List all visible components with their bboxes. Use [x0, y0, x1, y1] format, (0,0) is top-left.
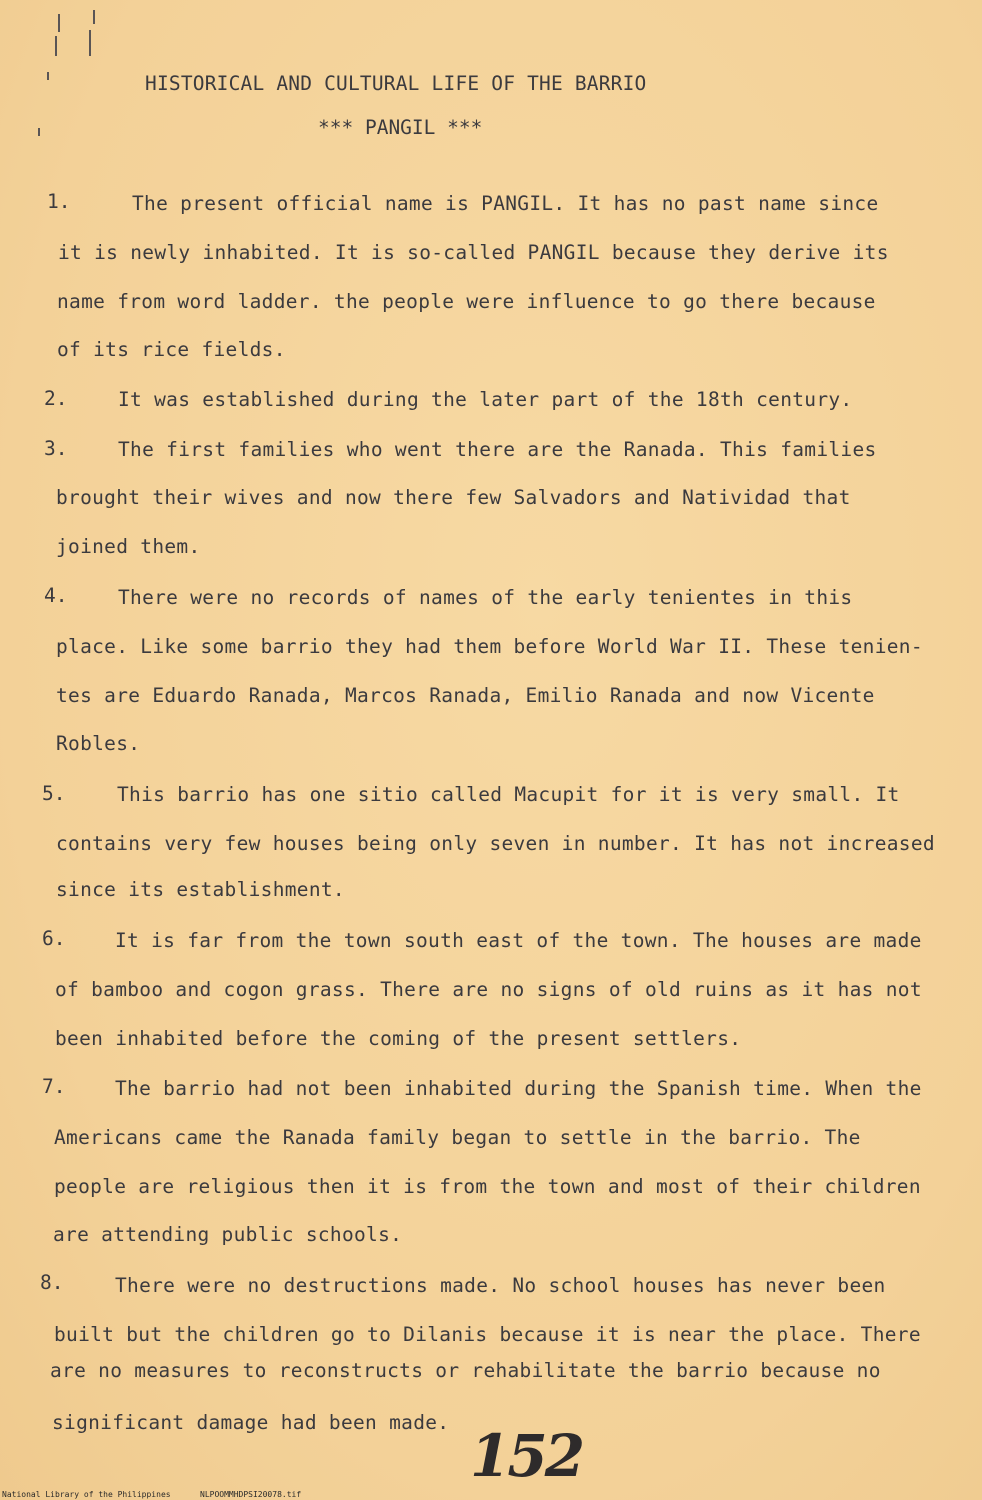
paragraph-line: built but the children go to Dilanis because it is near the place. There — [54, 1323, 921, 1346]
paragraph-number: 1. — [47, 190, 71, 213]
paragraph-line: This barrio has one sitio called Macupit for it is very small. It — [117, 783, 900, 806]
paragraph-number: 4. — [44, 584, 68, 607]
paragraph-line: There were no records of names of the early tenientes in this — [118, 586, 853, 609]
document-title: HISTORICAL AND CULTURAL LIFE OF THE BARRIO — [145, 72, 647, 95]
paragraph-line: since its establishment. — [56, 878, 345, 901]
footer-filename: NLPOOMMHDPSI20078.tif — [200, 1490, 302, 1499]
paragraph-line: Americans came the Ranada family began to settle in the barrio. The — [54, 1126, 861, 1149]
paragraph-line: it is newly inhabited. It is so-called PANGIL because they derive its — [58, 241, 889, 264]
paragraph-number: 7. — [42, 1075, 66, 1098]
paragraph-line: brought their wives and now there few Salvadors and Natividad that — [56, 486, 851, 509]
paragraph-line: The first families who went there are the Ranada. This families — [118, 438, 877, 461]
margin-mark — [89, 30, 91, 56]
paragraph-line: joined them. — [56, 535, 201, 558]
paragraph-number: 8. — [40, 1271, 64, 1294]
paragraph-number: 2. — [44, 387, 68, 410]
paragraph-line: significant damage had been made. — [52, 1411, 450, 1434]
paragraph-number: 6. — [42, 927, 66, 950]
paragraph-line: It is far from the town south east of the town. The houses are made — [115, 929, 922, 952]
paragraph-line: of bamboo and cogon grass. There are no signs of old ruins as it has not — [55, 978, 922, 1001]
paragraph-number: 3. — [44, 437, 68, 460]
margin-mark — [93, 10, 95, 24]
paragraph-line: are attending public schools. — [53, 1223, 403, 1246]
margin-mark — [58, 14, 60, 32]
margin-mark — [55, 36, 57, 56]
paragraph-line: It was established during the later part of the 18th century. — [118, 388, 853, 411]
paragraph-line: There were no destructions made. No school houses has never been — [115, 1274, 886, 1297]
paragraph-line: been inhabited before the coming of the present settlers. — [55, 1027, 742, 1050]
margin-mark — [47, 72, 49, 80]
paragraph-line: are no measures to reconstructs or rehabilitate the barrio because no — [50, 1359, 881, 1382]
paragraph-line: people are religious then it is from the town and most of their children — [54, 1175, 921, 1198]
paragraph-line: tes are Eduardo Ranada, Marcos Ranada, Emilio Ranada and now Vicente — [56, 684, 875, 707]
paragraph-number: 5. — [42, 782, 66, 805]
footer-library: National Library of the Philippines — [2, 1490, 171, 1499]
paragraph-line: of its rice fields. — [57, 338, 286, 361]
paragraph-line: The present official name is PANGIL. It has no past name since — [132, 192, 879, 215]
paragraph-line: name from word ladder. the people were influence to go there because — [57, 290, 876, 313]
paragraph-line: place. Like some barrio they had them before World War II. These tenien- — [56, 635, 923, 658]
margin-mark — [38, 128, 40, 136]
document-subtitle: *** PANGIL *** — [318, 116, 483, 139]
paragraph-line: Robles. — [56, 732, 141, 755]
page-number: 152 — [470, 1422, 583, 1490]
paragraph-line: contains very few houses being only seven in number. It has not increased — [56, 832, 935, 855]
paragraph-line: The barrio had not been inhabited during the Spanish time. When the — [115, 1077, 922, 1100]
